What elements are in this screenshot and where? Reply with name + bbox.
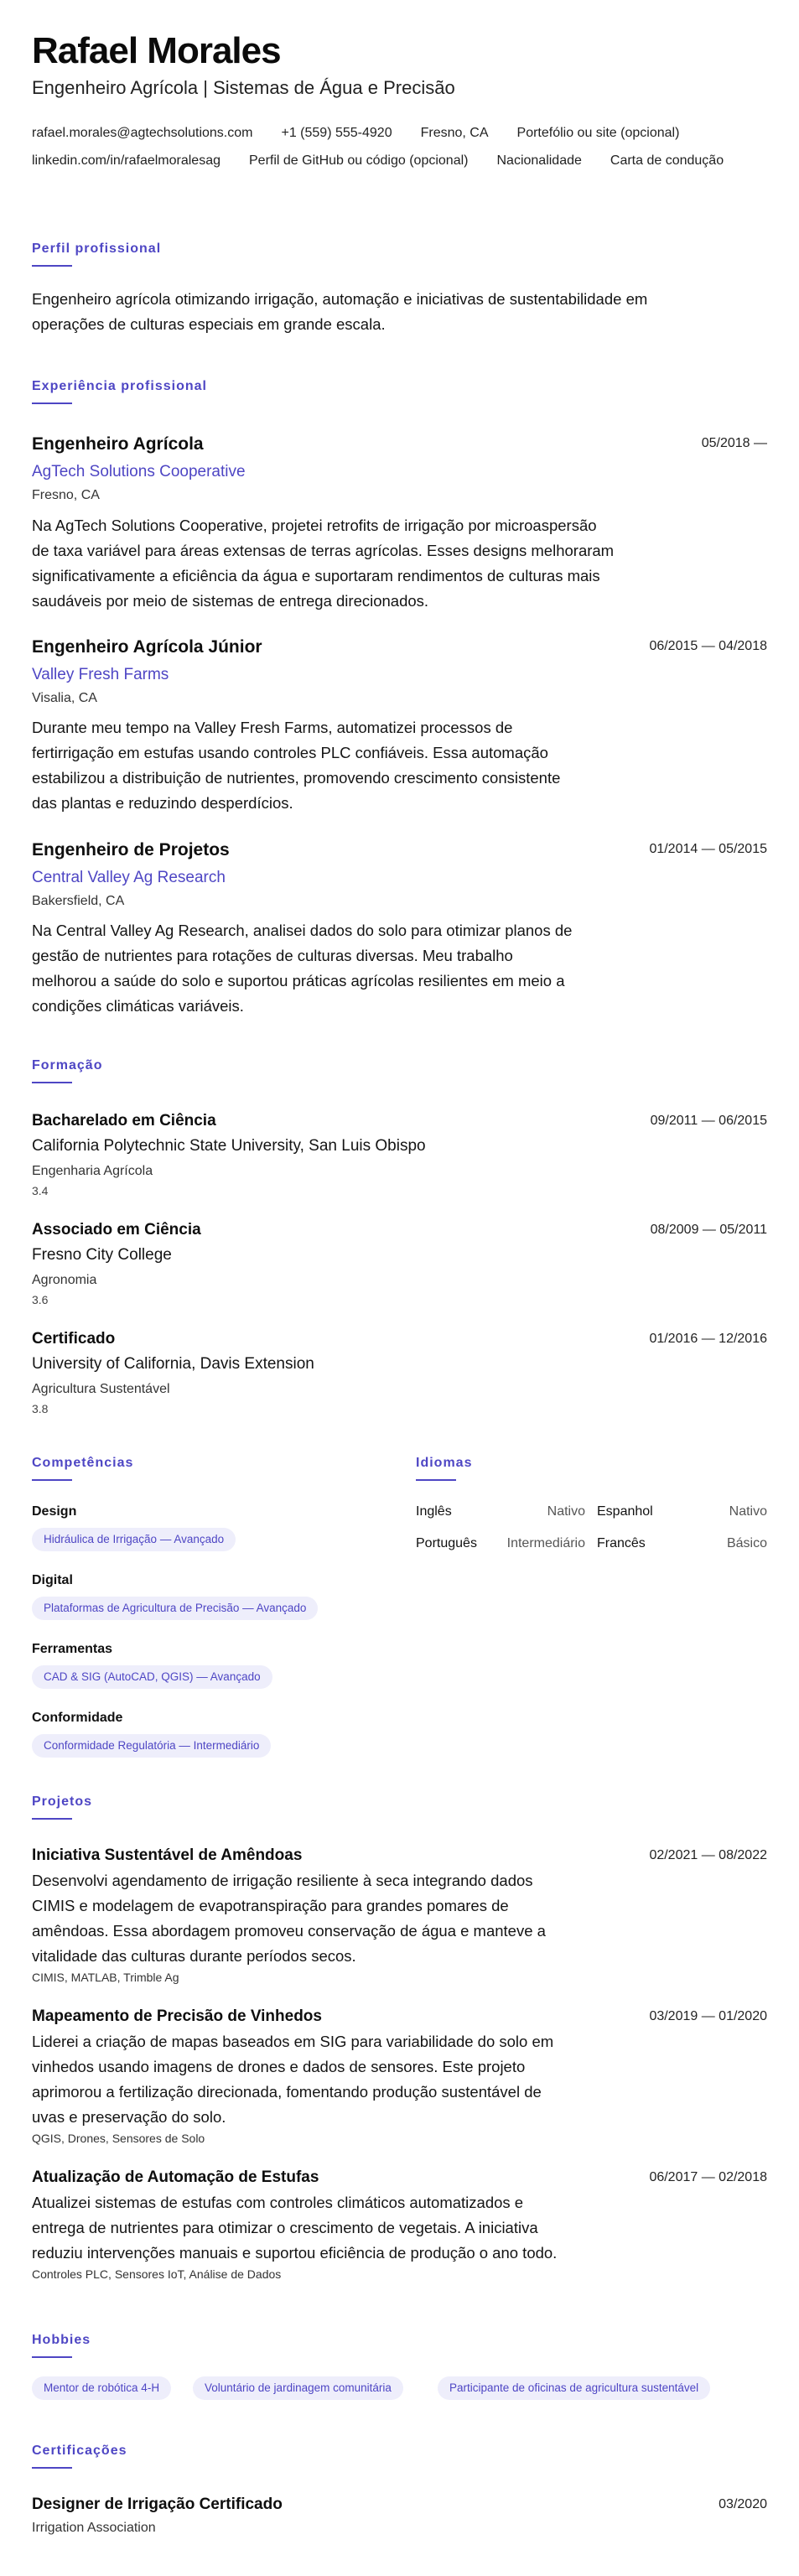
job-description xyxy=(32,715,632,816)
education-gpa: 3.4 xyxy=(32,1184,49,1197)
job-location: Bakersfield, CA xyxy=(32,894,125,908)
skill-chip: Plataformas de Agricultura de Precisão — Avançado xyxy=(32,1597,318,1620)
skill-chip: Hidráulica de Irrigação — Avançado xyxy=(32,1528,236,1551)
education-dates: 08/2009 — 05/2011 xyxy=(650,1223,767,1237)
education-school: California Polytechnic State University, San Luis Obispo xyxy=(32,1137,426,1155)
education-dates: 01/2016 — 12/2016 xyxy=(649,1332,767,1346)
education-field: Agronomia xyxy=(32,1273,97,1287)
language-name: Francês xyxy=(597,1536,646,1550)
education-section-title: Formação xyxy=(32,1058,103,1072)
project-description xyxy=(32,2029,636,2130)
job-company: AgTech Solutions Cooperative xyxy=(32,463,246,480)
language-level: Básico xyxy=(726,1536,767,1550)
job-description-line: condições climáticas variáveis. xyxy=(32,997,244,1015)
education-gpa: 3.8 xyxy=(32,1402,49,1415)
contact-nationality: Nacionalidade xyxy=(496,153,582,168)
language-level: Nativo xyxy=(729,1504,767,1519)
project-dates: 03/2019 — 01/2020 xyxy=(649,2009,767,2023)
languages-section-rule xyxy=(416,1479,456,1481)
project-description-line: Desenvolvi agendamento de irrigação resiliente à seca integrando dados xyxy=(32,1872,533,1889)
project-title: Atualização de Automação de Estufas xyxy=(32,2168,319,2186)
project-description-line: Liderei a criação de mapas baseados em SIG para variabilidade do solo em xyxy=(32,2033,554,2050)
profile-section-title: Perfil profissional xyxy=(32,242,162,256)
certifications-section-title: Certificações xyxy=(32,2444,127,2458)
education-degree: Certificado xyxy=(32,1330,116,1348)
skills-section-title: Competências xyxy=(32,1456,134,1470)
job-dates: 01/2014 — 05/2015 xyxy=(649,842,767,856)
experience-section-title: Experiência profissional xyxy=(32,379,207,393)
job-dates: 06/2015 — 04/2018 xyxy=(649,639,767,653)
education-field: Agricultura Sustentável xyxy=(32,1382,170,1396)
project-description-line: aprimorou a fertilização direcionada, fomentando produção sustentável de xyxy=(32,2083,542,2101)
job-company: Central Valley Ag Research xyxy=(32,869,226,886)
project-description-line: reduziu intervenções manuais e suportou eficiência de produção o ano todo. xyxy=(32,2244,558,2262)
job-description-line: fertirrigação em estufas usando controles PLC confiáveis. Essa automação xyxy=(32,744,548,761)
project-title: Iniciativa Sustentável de Amêndoas xyxy=(32,1846,303,1864)
education-section-rule xyxy=(32,1082,72,1083)
hobby-chip: Mentor de robótica 4-H xyxy=(32,2376,171,2400)
project-description-line: Atualizei sistemas de estufas com controles climáticos automatizados e xyxy=(32,2194,524,2211)
job-dates: 05/2018 — xyxy=(701,436,767,450)
skill-category: Ferramentas xyxy=(32,1642,113,1656)
language-name: Espanhol xyxy=(597,1504,653,1519)
job-description xyxy=(32,513,632,614)
skill-chip: Conformidade Regulatória — Intermediário xyxy=(32,1734,271,1758)
project-description-line: uvas e preservação do solo. xyxy=(32,2108,226,2126)
language-name: Inglês xyxy=(416,1504,452,1519)
hobbies-section-rule xyxy=(32,2356,72,2358)
project-description-line: amêndoas. Essa abordagem promoveu conservação de água e manteve a xyxy=(32,1922,546,1940)
languages-section-title: Idiomas xyxy=(416,1456,473,1470)
job-description-line: gestão de nutrientes para rotações de culturas diversas. Meu trabalho xyxy=(32,947,513,964)
skill-category: Conformidade xyxy=(32,1711,123,1725)
education-degree: Bacharelado em Ciência xyxy=(32,1112,216,1130)
skill-category: Digital xyxy=(32,1573,73,1587)
job-description-line: melhorou a saúde do solo e suportou práticas agrícolas resilientes em meio a xyxy=(32,972,565,989)
profile-text-line-2: operações de culturas especiais em grande escala. xyxy=(32,315,386,333)
education-school: University of California, Davis Extension xyxy=(32,1355,314,1373)
project-title: Mapeamento de Precisão de Vinhedos xyxy=(32,2007,322,2025)
projects-section-title: Projetos xyxy=(32,1794,93,1809)
contact-list xyxy=(32,119,770,174)
job-description-line: significativamente a eficiência da água e suportaram rendimentos de culturas mais xyxy=(32,567,600,584)
education-field: Engenharia Agrícola xyxy=(32,1164,153,1178)
job-description-line: estabilizou a distribuição de nutrientes, promovendo crescimento consistente xyxy=(32,769,561,787)
job-description-line: das plantas e reduzindo desperdícios. xyxy=(32,794,293,812)
contact-email[interactable]: rafael.morales@agtechsolutions.com xyxy=(32,126,253,140)
project-tech: CIMIS, MATLAB, Trimble Ag xyxy=(32,1971,179,1984)
job-company: Valley Fresh Farms xyxy=(32,666,169,683)
contact-location: Fresno, CA xyxy=(420,126,489,140)
experience-section-rule xyxy=(32,402,72,404)
hobbies-section-title: Hobbies xyxy=(32,2333,91,2347)
certification-date: 03/2020 xyxy=(719,2497,767,2511)
project-description-line: vitalidade das culturas durante períodos secos. xyxy=(32,1947,356,1965)
language-name: Português xyxy=(416,1536,477,1550)
job-description-line: Na AgTech Solutions Cooperative, projetei retrofits de irrigação por microaspersão xyxy=(32,517,597,534)
contact-linkedin[interactable]: linkedin.com/in/rafaelmoralesag xyxy=(32,153,221,168)
contact-portfolio[interactable]: Portefólio ou site (opcional) xyxy=(516,126,680,140)
certification-name: Designer de Irrigação Certificado xyxy=(32,2496,283,2513)
language-level: Intermediário xyxy=(506,1536,585,1550)
skills-section-rule xyxy=(32,1479,72,1481)
language-level: Nativo xyxy=(547,1504,585,1519)
education-dates: 09/2011 — 06/2015 xyxy=(650,1114,767,1128)
hobby-chip: Participante de oficinas de agricultura sustentável xyxy=(438,2376,710,2400)
job-description-line: saudáveis por meio de sistemas de entrega direcionados. xyxy=(32,592,429,610)
contact-phone[interactable]: +1 (559) 555-4920 xyxy=(281,126,392,140)
candidate-name: Rafael Morales xyxy=(32,30,281,71)
contact-github[interactable]: Perfil de GitHub ou código (opcional) xyxy=(249,153,469,168)
job-title: Engenheiro de Projetos xyxy=(32,840,230,860)
project-tech: Controles PLC, Sensores IoT, Análise de Dados xyxy=(32,2267,282,2281)
project-description-line: vinhedos usando imagens de drones e dados de sensores. Este projeto xyxy=(32,2058,526,2075)
project-dates: 02/2021 — 08/2022 xyxy=(649,1848,767,1862)
skill-chip: CAD & SIG (AutoCAD, QGIS) — Avançado xyxy=(32,1665,272,1689)
certifications-section-rule xyxy=(32,2467,72,2469)
candidate-headline: Engenheiro Agrícola | Sistemas de Água e Precisão xyxy=(32,77,455,98)
projects-section-rule xyxy=(32,1818,72,1820)
profile-text-line-1: Engenheiro agrícola otimizando irrigação, automação e iniciativas de sustentabilidade em xyxy=(32,290,648,308)
education-gpa: 3.6 xyxy=(32,1293,49,1306)
job-description-line: Durante meu tempo na Valley Fresh Farms, automatizei processos de xyxy=(32,719,513,736)
project-dates: 06/2017 — 02/2018 xyxy=(649,2170,767,2184)
education-degree: Associado em Ciência xyxy=(32,1221,201,1239)
job-description-line: de taxa variável para áreas extensas de terras agrícolas. Esses designs melhoraram xyxy=(32,542,615,559)
education-school: Fresno City College xyxy=(32,1246,172,1264)
job-description xyxy=(32,918,632,1019)
job-location: Visalia, CA xyxy=(32,691,97,705)
certification-issuer: Irrigation Association xyxy=(32,2521,156,2535)
profile-section-rule xyxy=(32,265,72,267)
contact-driving-license: Carta de condução xyxy=(610,153,724,168)
job-location: Fresno, CA xyxy=(32,488,100,502)
hobby-chip: Voluntário de jardinagem comunitária xyxy=(193,2376,403,2400)
project-description-line: entrega de nutrientes para otimizar o crescimento de vegetais. A iniciativa xyxy=(32,2219,538,2236)
project-description xyxy=(32,1868,636,1969)
skill-category: Design xyxy=(32,1504,77,1519)
job-description-line: Na Central Valley Ag Research, analisei dados do solo para otimizar planos de xyxy=(32,922,573,939)
job-title: Engenheiro Agrícola Júnior xyxy=(32,637,262,657)
job-title: Engenheiro Agrícola xyxy=(32,434,204,454)
project-description xyxy=(32,2190,636,2266)
project-description-line: CIMIS e modelagem de evapotranspiração para grandes pomares de xyxy=(32,1897,509,1914)
project-tech: QGIS, Drones, Sensores de Solo xyxy=(32,2132,205,2145)
